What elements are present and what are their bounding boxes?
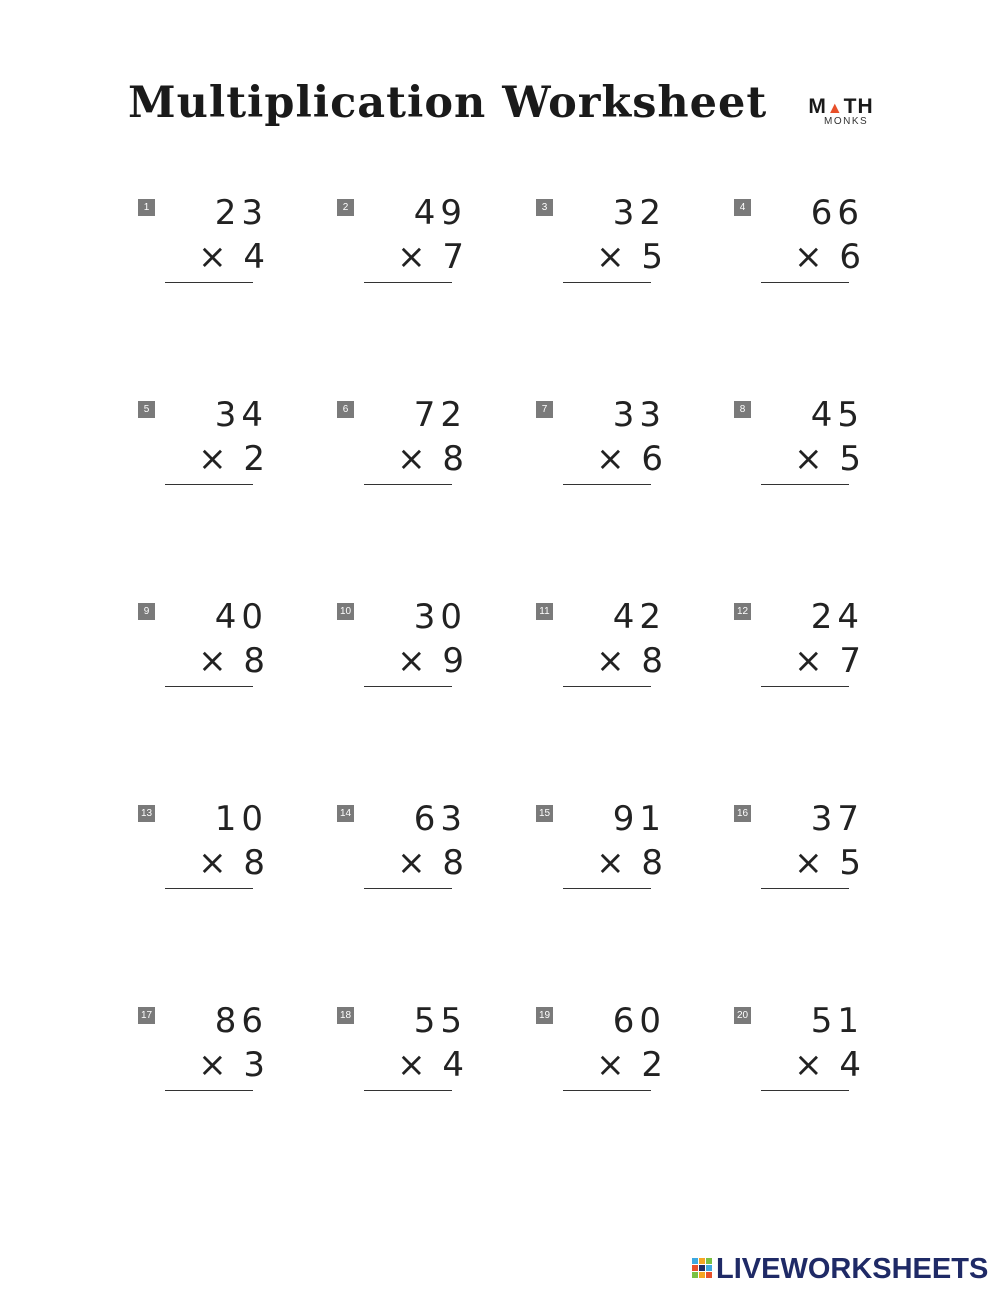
problem-item — [536, 1001, 666, 1097]
problem-number-badge: 6 — [337, 401, 354, 418]
multiplicand: 66 — [810, 193, 864, 233]
multiplier: × 8 — [397, 439, 467, 479]
multiplier: × 2 — [596, 1045, 666, 1085]
problem-item — [337, 1001, 467, 1097]
multiplier: × 4 — [397, 1045, 467, 1085]
problem-number-badge: 1 — [138, 199, 155, 216]
problem-number-badge: 2 — [337, 199, 354, 216]
logo-main-text: M▲TH — [808, 95, 874, 118]
multiplier: × 8 — [397, 843, 467, 883]
multiplicand: 49 — [413, 193, 467, 233]
multiplier: × 9 — [397, 641, 467, 681]
answer-line[interactable] — [761, 282, 849, 283]
problem-item — [536, 395, 666, 491]
multiplier: × 7 — [397, 237, 467, 277]
problem-number-badge: 18 — [337, 1007, 354, 1024]
multiplicand: 45 — [810, 395, 864, 435]
problem-number-badge: 10 — [337, 603, 354, 620]
multiplicand: 55 — [413, 1001, 467, 1041]
problem-item — [337, 395, 467, 491]
answer-line[interactable] — [563, 1090, 651, 1091]
answer-line[interactable] — [165, 686, 253, 687]
multiplier: × 8 — [596, 843, 666, 883]
answer-line[interactable] — [761, 1090, 849, 1091]
multiplicand: 37 — [810, 799, 864, 839]
problem-number-badge: 20 — [734, 1007, 751, 1024]
problem-item — [138, 1001, 268, 1097]
answer-line[interactable] — [563, 484, 651, 485]
problem-item — [337, 799, 467, 895]
liveworksheets-logo-icon — [692, 1258, 714, 1280]
problem-number-badge: 7 — [536, 401, 553, 418]
logo-triangle-icon: ▲ — [826, 100, 844, 117]
answer-line[interactable] — [165, 282, 253, 283]
answer-line[interactable] — [364, 1090, 452, 1091]
problem-number-badge: 17 — [138, 1007, 155, 1024]
multiplicand: 72 — [413, 395, 467, 435]
multiplicand: 51 — [810, 1001, 864, 1041]
multiplier: × 4 — [794, 1045, 864, 1085]
answer-line[interactable] — [165, 484, 253, 485]
answer-line[interactable] — [364, 888, 452, 889]
answer-line[interactable] — [761, 484, 849, 485]
answer-line[interactable] — [563, 888, 651, 889]
multiplicand: 86 — [214, 1001, 268, 1041]
problem-item — [734, 1001, 864, 1097]
liveworksheets-footer — [692, 1252, 992, 1286]
problem-item — [138, 193, 268, 289]
problem-number-badge: 14 — [337, 805, 354, 822]
answer-line[interactable] — [364, 282, 452, 283]
problem-number-badge: 9 — [138, 603, 155, 620]
multiplier: × 5 — [794, 843, 864, 883]
multiplicand: 23 — [214, 193, 268, 233]
answer-line[interactable] — [364, 686, 452, 687]
multiplier: × 8 — [198, 641, 268, 681]
problem-item — [138, 395, 268, 491]
multiplicand: 32 — [612, 193, 666, 233]
multiplicand: 10 — [214, 799, 268, 839]
problem-item — [734, 193, 864, 289]
liveworksheets-brand: LIVEWORKSHEETS — [716, 1253, 989, 1285]
problem-number-badge: 8 — [734, 401, 751, 418]
multiplier: × 8 — [596, 641, 666, 681]
multiplicand: 91 — [612, 799, 666, 839]
answer-line[interactable] — [165, 888, 253, 889]
multiplicand: 60 — [612, 1001, 666, 1041]
problem-number-badge: 11 — [536, 603, 553, 620]
multiplicand: 33 — [612, 395, 666, 435]
problem-number-badge: 16 — [734, 805, 751, 822]
multiplier: × 8 — [198, 843, 268, 883]
answer-line[interactable] — [563, 282, 651, 283]
answer-line[interactable] — [761, 686, 849, 687]
multiplicand: 30 — [413, 597, 467, 637]
multiplier: × 6 — [794, 237, 864, 277]
multiplier: × 3 — [198, 1045, 268, 1085]
problem-item — [536, 193, 666, 289]
problem-item — [138, 597, 268, 693]
multiplicand: 24 — [810, 597, 864, 637]
multiplicand: 42 — [612, 597, 666, 637]
multiplicand: 34 — [214, 395, 268, 435]
answer-line[interactable] — [165, 1090, 253, 1091]
logo-sub-text: MONKS — [824, 116, 869, 127]
problem-number-badge: 13 — [138, 805, 155, 822]
multiplier: × 5 — [794, 439, 864, 479]
problem-item — [337, 597, 467, 693]
problem-number-badge: 4 — [734, 199, 751, 216]
page-title: Multiplication Worksheet — [128, 78, 768, 128]
multiplier: × 5 — [596, 237, 666, 277]
problem-item — [536, 799, 666, 895]
problem-number-badge: 19 — [536, 1007, 553, 1024]
answer-line[interactable] — [761, 888, 849, 889]
multiplier: × 2 — [198, 439, 268, 479]
problem-item — [734, 799, 864, 895]
problem-number-badge: 3 — [536, 199, 553, 216]
multiplicand: 63 — [413, 799, 467, 839]
problem-item — [536, 597, 666, 693]
problem-item — [337, 193, 467, 289]
problem-number-badge: 5 — [138, 401, 155, 418]
multiplier: × 4 — [198, 237, 268, 277]
problem-item — [138, 799, 268, 895]
multiplier: × 6 — [596, 439, 666, 479]
problem-number-badge: 15 — [536, 805, 553, 822]
problem-item — [734, 395, 864, 491]
multiplier: × 7 — [794, 641, 864, 681]
answer-line[interactable] — [364, 484, 452, 485]
multiplicand: 40 — [214, 597, 268, 637]
problem-number-badge: 12 — [734, 603, 751, 620]
answer-line[interactable] — [563, 686, 651, 687]
problem-item — [734, 597, 864, 693]
